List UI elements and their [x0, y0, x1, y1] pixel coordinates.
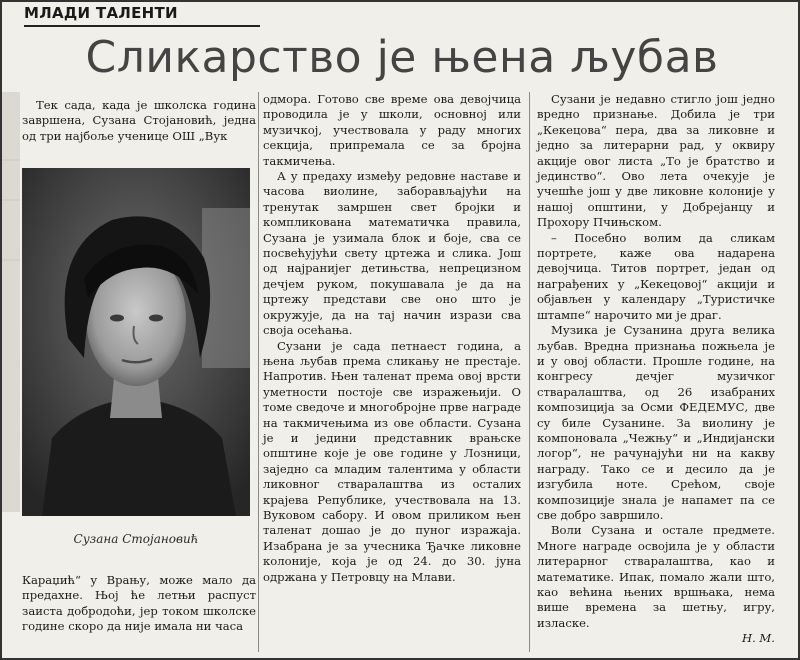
column-rule: [529, 92, 530, 652]
photo-caption: Сузана Стојановић: [73, 532, 199, 546]
column-1-top: [22, 98, 256, 144]
paragraph: Караџић“ у Врању, може мало да предахне. Њој ће летњи распуст заиста добродоћи, јер током школске године скоро да није имала ни часа: [22, 573, 256, 634]
paragraph: одмора. Готово све време ова девојчица проводила је у школи, основној или музичкој, учествовала у раду многих секција, припремала се за бројна такмичења.: [263, 92, 521, 168]
paragraph: Сузани је недавно стигло још једно вредно признање. Добила је три „Кекецова“ пера, два за ликовне и једно за литерарни рад, у оквиру акције овог листа „То је братство и јединство“. Ово лета очекује је учешће још у две ликовне колоније у нашој општини, у Добрејанцу и Прохору Пчињском.: [537, 92, 775, 230]
paragraph: Воли Сузана и остале предмете. Многе награде освојила је у области литерарног стваралаштва, као и математике. Ипак, помало жали што, као већина њених вршњака, нема више времена за шетњу, игру, изласке.: [537, 523, 775, 630]
section-rubric: МЛАДИ ТАЛЕНТИ: [24, 4, 178, 22]
rubric-underline: [24, 25, 260, 27]
headline: Сликарство је њена љубав: [85, 32, 719, 83]
column-1-bottom: [22, 573, 256, 635]
paragraph: Сузани је сада петнаест година, а њена љубав према сликању не престаје. Напротив. Њен таленат према овој врсти уметности постоје све изражењији. О томе сведоче и многобројне прве награде на такмичењима из ове области. Сузана је и једини представник врањске општине које је ове године у Лозници, заједно са младим талентима у области ликовног стваралаштва из осталих крајева Републике, учествовала на 13. Вуковом сабору. И овом приликом њен таленат дошао је до пуног изражаја. Изабрана је за учесника Ђачке ликовне колоније, која је од 24. до 30. јуна одржана у Петровцу на Млави.: [263, 338, 521, 584]
portrait-illustration: [22, 168, 250, 516]
paragraph: А у предаху између редовне наставе и часова виолине, заборављајући на тренутак замршен свет бројки и компликована математичка правила, Сузана је узимала блок и боје, сва се посвећујући свету цртежа и слика. Још од најранијег детињства, непрецизном дечјем руком, покушавала је да на цртежу представи све оно што је окружује, да на тај начин изрази сва своја осећања.: [263, 169, 521, 338]
paragraph: Тек сада, када је школска година завршена, Сузана Стојановић, једна од три најбоље ученице ОШ „Вук: [22, 98, 256, 143]
paragraph: – Посебно волим да сликам портрете, каже ова надарена девојчица. Титов портрет, један од награђених у „Кекецовој“ акцији и објављен у календару „Туристичке штампе“ нарочито ми је драг.: [537, 230, 775, 322]
portrait-photo: [22, 168, 250, 516]
author-signature: Н. М.: [741, 631, 775, 646]
paragraph: Музика је Сузанина друга велика љубав. Вредна признања пожњела је и у овој области. Прошле године, на конгресу дечјег музичког стваралаштва, од 26 изабраних композиција за Осми ФЕДЕМУС, две су биле Сузанине. За виолину је компоновала „Чежњу“ и „Индијански логор“, не рачунајући ни на какву награду. Тако се и десило да је изгубила ноте. Срећом, своје композиције знала је напамет па се све добро завршило.: [537, 323, 775, 522]
column-2: [263, 92, 521, 585]
column-rule: [258, 92, 259, 652]
column-3: [537, 92, 775, 647]
